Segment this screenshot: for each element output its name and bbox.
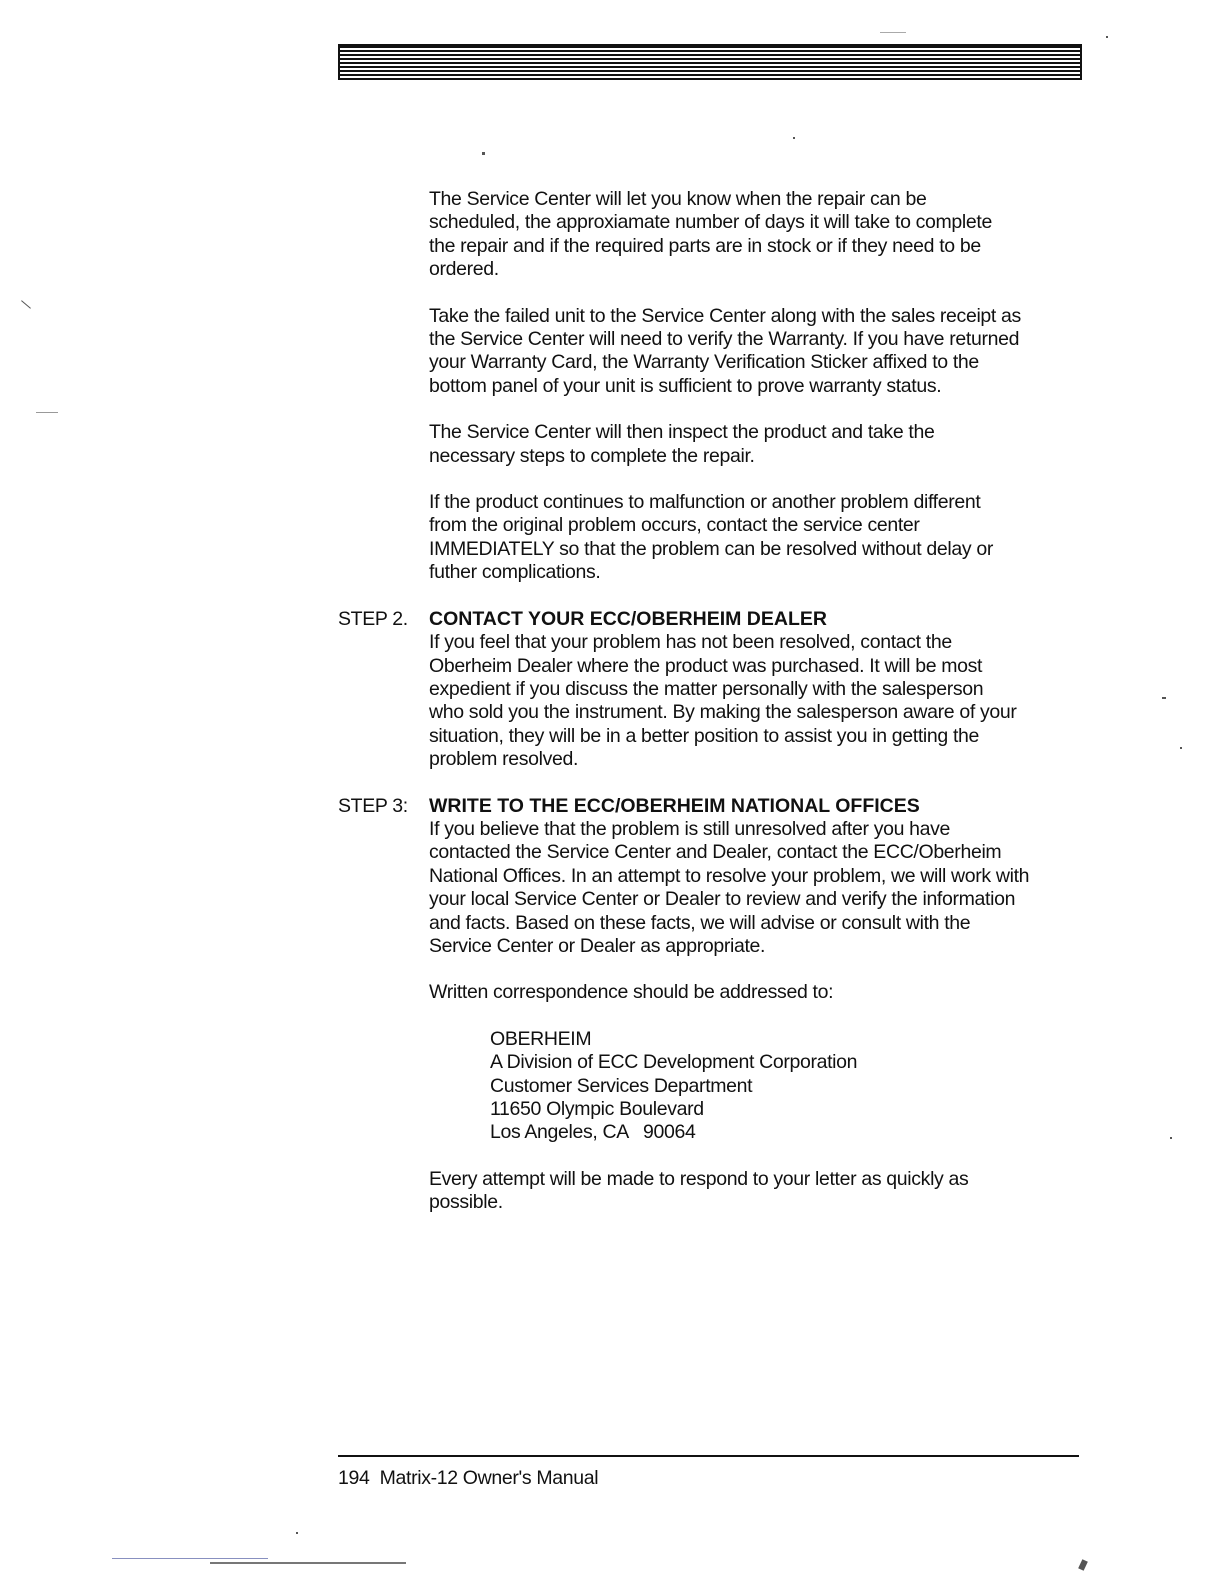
step-2-body <box>429 631 1079 771</box>
scan-speck <box>210 1562 406 1564</box>
text-line: necessary steps to complete the repair. <box>429 444 755 467</box>
text-line: Oberheim Dealer where the product was purchased. It will be most <box>429 654 983 677</box>
scan-speck <box>1162 697 1166 699</box>
text-line: from the original problem occurs, contact the service center <box>429 514 920 537</box>
address-line: 11650 Olympic Boulevard <box>490 1098 704 1120</box>
address-line: OBERHEIM <box>490 1027 592 1050</box>
text-line: Service Center or Dealer as appropriate. <box>429 934 766 957</box>
step-2-label: STEP 2. <box>338 607 408 630</box>
paragraph-scheduling <box>429 188 1079 282</box>
scan-speck <box>482 152 485 155</box>
text-line: Every attempt will be made to respond to your letter as quickly as <box>429 1167 969 1190</box>
page-body <box>338 188 1079 1238</box>
correspondence-intro: Written correspondence should be addressed to: <box>429 981 834 1004</box>
step-3-label: STEP 3: <box>338 794 408 817</box>
step-3-section <box>338 794 1079 959</box>
header-band <box>338 44 1082 80</box>
step-3-heading: WRITE TO THE ECC/OBERHEIM NATIONAL OFFICES <box>429 794 920 817</box>
footer-rule <box>338 1455 1079 1457</box>
address-line: Customer Services Department <box>490 1074 753 1097</box>
text-line: scheduled, the approxiamate number of days it will take to complete <box>429 211 992 234</box>
text-line: bottom panel of your unit is sufficient to prove warranty status. <box>429 374 942 397</box>
address-line: Los Angeles, CA 90064 <box>490 1121 696 1144</box>
scan-speck <box>112 1558 268 1559</box>
scan-speck <box>880 32 906 33</box>
text-line: your local Service Center or Dealer to review and verify the information <box>429 888 1016 911</box>
text-line: National Offices. In an attempt to resolve your problem, we will work with <box>429 864 1030 887</box>
text-line: contacted the Service Center and Dealer, contact the ECC/Oberheim <box>429 841 1002 864</box>
text-line: If you feel that your problem has not been resolved, contact the <box>429 631 952 654</box>
text-line: the Service Center will need to verify the Warranty. If you have returned <box>429 328 1020 351</box>
scan-speck <box>21 300 31 308</box>
paragraph-malfunction <box>429 491 1079 585</box>
text-line: ordered. <box>429 258 499 281</box>
text-line: who sold you the instrument. By making the salesperson aware of your <box>429 701 1017 724</box>
scan-speck <box>296 1532 298 1534</box>
mailing-address <box>490 1028 1079 1145</box>
text-line: expedient if you discuss the matter personally with the salesperson <box>429 677 984 700</box>
text-line: The Service Center will let you know when the repair can be <box>429 188 927 210</box>
step-2-section <box>338 607 1079 772</box>
scan-speck <box>1170 1137 1172 1139</box>
address-line: A Division of ECC Development Corporation <box>490 1051 858 1074</box>
text-line: The Service Center will then inspect the product and take the <box>429 421 935 444</box>
scan-speck <box>1106 36 1108 38</box>
step-2-heading: CONTACT YOUR ECC/OBERHEIM DEALER <box>429 607 827 630</box>
paragraph-closing <box>429 1168 1079 1215</box>
scan-speck <box>793 137 795 139</box>
text-line: your Warranty Card, the Warranty Verification Sticker affixed to the <box>429 351 979 374</box>
text-line: problem resolved. <box>429 748 579 771</box>
text-line: Take the failed unit to the Service Center along with the sales receipt as <box>429 304 1021 327</box>
page-footer: 194 Matrix-12 Owner's Manual <box>338 1467 599 1489</box>
scan-speck <box>1180 747 1182 749</box>
text-line: and facts. Based on these facts, we will advise or consult with the <box>429 911 971 934</box>
paragraph-inspect <box>429 421 1079 468</box>
text-line: If the product continues to malfunction or another problem different <box>429 491 981 514</box>
text-line: futher complications. <box>429 561 601 584</box>
text-line: possible. <box>429 1191 503 1214</box>
text-line: If you believe that the problem is still unresolved after you have <box>429 817 951 840</box>
scan-speck <box>1078 1559 1088 1571</box>
paragraph-take-unit <box>429 305 1079 399</box>
step-3-body <box>429 818 1079 958</box>
text-line: IMMEDIATELY so that the problem can be resolved without delay or <box>429 537 993 560</box>
text-line: situation, they will be in a better position to assist you in getting the <box>429 724 980 747</box>
scan-speck <box>36 412 58 413</box>
text-line: the repair and if the required parts are in stock or if they need to be <box>429 234 981 257</box>
